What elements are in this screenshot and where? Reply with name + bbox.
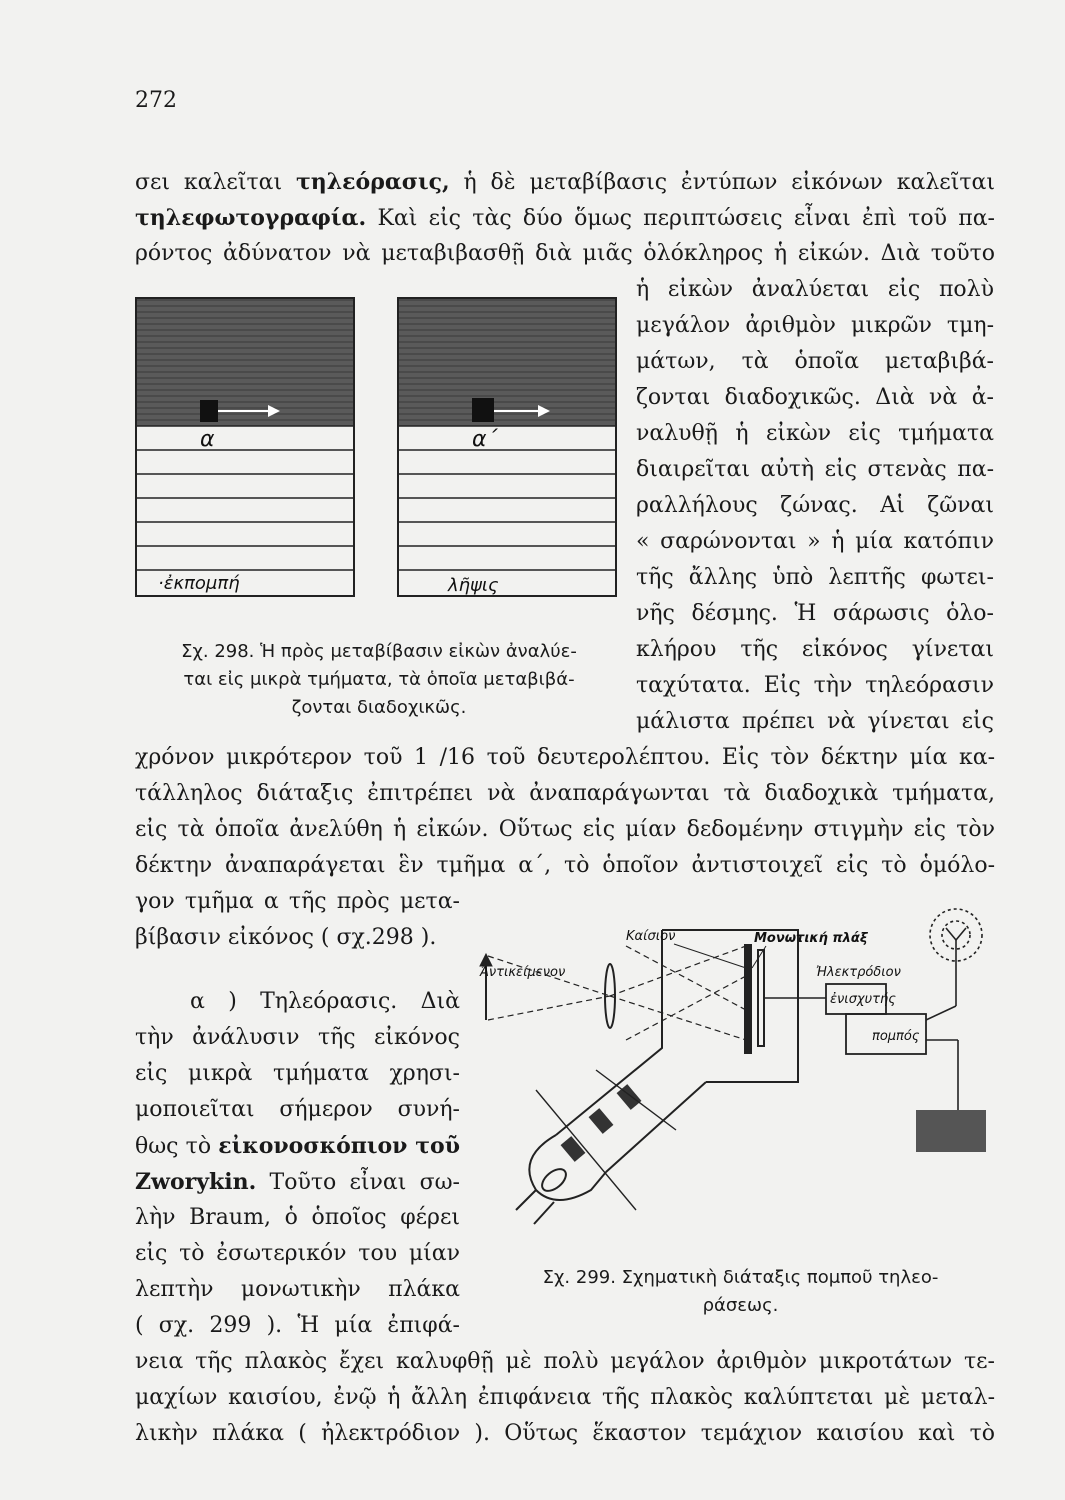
transmit-panel <box>136 298 354 596</box>
text-line: σει καλεῖται τηλεόρασις, ἡ δὲ μεταβίβασις ἐντύπων εἰκόνων καλεῖται <box>135 169 995 195</box>
electrode <box>758 950 764 1046</box>
svg-text:Μονωτική πλάξ: Μονωτική πλάξ <box>754 931 868 946</box>
text-line: κλήρου τῆς εἰκόνος γίνεται <box>636 637 994 662</box>
svg-text:ἐνισχυτής: ἐνισχυτής <box>830 992 896 1007</box>
text-line: τῆς ἄλλης ὑπὸ λεπτῆς φωτει- <box>636 565 994 590</box>
receive-panel <box>398 298 616 596</box>
text-line: « σαρώνονται » ἡ μία κατόπιν <box>636 529 994 554</box>
svg-text:Καίσιον: Καίσιον <box>626 929 676 944</box>
text-line: ζονται διαδοχικῶς. Διὰ νὰ ἀ- <box>636 385 994 410</box>
term-iconoscope: εἰκονοσκόπιον τοῦ <box>218 1133 460 1159</box>
text-line: ταχύτατα. Εἰς τὴν τηλεόρασιν <box>636 673 994 698</box>
label-a: α <box>200 427 215 452</box>
text-line: μεγάλον ἀριθμὸν μικρῶν τμη- <box>636 313 994 338</box>
svg-text:Ἠλεκτρόδιον: Ἠλεκτρόδιον <box>816 965 901 980</box>
text-line: λικὴν πλάκα ( ἠλεκτρόδιον ). Οὕτως ἕκαστον τεμάχιον καισίου καὶ τὸ <box>135 1421 995 1446</box>
text-line: μαχίων καισίου, ἐνῷ ἡ ἄλλη ἐπιφάνεια τῆς πλακὸς καλύπτεται μὲ μεταλ- <box>135 1385 995 1410</box>
object-arrow <box>480 954 492 1020</box>
label-receive: λῆψις <box>448 575 499 596</box>
ground-block <box>916 1110 986 1152</box>
text-line: τὴν ἀνάλυσιν τῆς εἰκόνος <box>135 1025 460 1050</box>
text-line: ραλλήλους ζώνας. Αἱ ζῶναι <box>636 493 994 518</box>
figure-299-caption: Σχ. 299. Σχηματικὴ διάταξις πομποῦ τηλεο- ράσεως. <box>542 1267 939 1316</box>
text-line: ρόντος ἀδύνατον νὰ μεταβιβασθῇ διὰ μιᾶς ὁλόκληρος ἡ εἰκών. Διὰ τοῦτο <box>135 241 995 266</box>
term-zworykin: Zworykin. <box>135 1169 257 1195</box>
insulating-plate <box>744 944 752 1054</box>
page-number: 272 <box>135 88 177 113</box>
antenna-icon <box>930 909 982 1006</box>
text-line: μάτων, τὰ ὁποῖα μεταβιβά- <box>636 349 994 374</box>
text-line: γον τμῆμα α τῆς πρὸς μετα- <box>135 889 460 914</box>
term-television: τηλεόρασις, <box>295 169 450 195</box>
text-line: τηλεφωτογραφία. Καὶ εἰς τὰς δύο ὅμως περιπτώσεις εἶναι ἐπὶ τοῦ πα- <box>135 205 995 231</box>
text-line: δέκτην ἀναπαράγεται ἓν τμῆμα α΄, τὸ ὁποῖον ἀντιστοιχεῖ εἰς τὸ ὁμόλο- <box>135 853 995 878</box>
text-line: ναλυθῇ ἡ εἰκὼν εἰς τμήματα <box>636 421 994 446</box>
text-line: ( σχ. 299 ). Ἡ μία ἐπιφά- <box>135 1313 460 1338</box>
text-line: μάλιστα πρέπει νὰ γίνεται εἰς <box>636 709 994 734</box>
figure-298-diagram <box>128 292 628 602</box>
text-line: νῆς δέσμης. Ἡ σάρωσις ὁλο- <box>636 601 994 626</box>
term-telephotography: τηλεφωτογραφία. <box>135 205 367 231</box>
text-line: χρόνον μικρότερον τοῦ 1 /16 τοῦ δευτερολέπτου. Εἰς τὸν δέκτην μία κα- <box>135 745 995 770</box>
label-transmit: ·ἐκπομπή <box>158 573 240 594</box>
text-line: Zworykin. Τοῦτο εἶναι σω- <box>135 1169 460 1195</box>
figure-298-caption: Σχ. 298. Ἡ πρὸς μεταβίβασιν εἰκὼν ἀναλύε- ται εἰς μικρὰ τμήματα, τὰ ὁποῖα μεταβιβά- ζονται διαδοχικῶς. <box>181 641 577 718</box>
text-line: εἰς τὰ ὁποῖα ἀνελύθη ἡ εἰκών. Οὕτως εἰς μίαν δεδομένην στιγμὴν εἰς τὸν <box>135 817 995 842</box>
text-line: νεια τῆς πλακὸς ἔχει καλυφθῇ μὲ πολὺ μεγάλον ἀριθμὸν μικροτάτων τε- <box>135 1349 995 1374</box>
text-line: θως τὸ εἰκονοσκόπιον τοῦ <box>135 1133 460 1159</box>
section-heading: α ) Τηλεόρασις. Διὰ <box>190 989 460 1014</box>
text-line: εἰς τὸ ἐσωτερικόν του μίαν <box>135 1241 460 1266</box>
text-line: λεπτὴν μονωτικὴν πλάκα <box>135 1277 460 1302</box>
text-line: λὴν Braum, ὁ ὁποῖος φέρει <box>135 1205 460 1230</box>
label-a-prime: α΄ <box>472 427 498 452</box>
text-line: διαιρεῖται αὐτὴ εἰς στενὰς πα- <box>636 457 994 482</box>
figure-299-diagram <box>476 890 996 1260</box>
text-line: εἰς μικρὰ τμήματα χρησι- <box>135 1061 460 1086</box>
text-line: τάλληλος διάταξις ἐπιτρέπει νὰ ἀναπαράγωνται τὰ διαδοχικὰ τμήματα, <box>135 781 995 806</box>
svg-text:Ἀντικείμενον: Ἀντικείμενον <box>480 965 566 980</box>
svg-text:πομπός: πομπός <box>872 1029 920 1044</box>
text-line: ἡ εἰκὼν ἀναλύεται εἰς πολὺ <box>636 277 994 302</box>
text-line: βίβασιν εἰκόνος ( σχ.298 ). <box>135 925 437 950</box>
text-line: μοποιεῖται σήμερον συνή- <box>135 1097 460 1122</box>
